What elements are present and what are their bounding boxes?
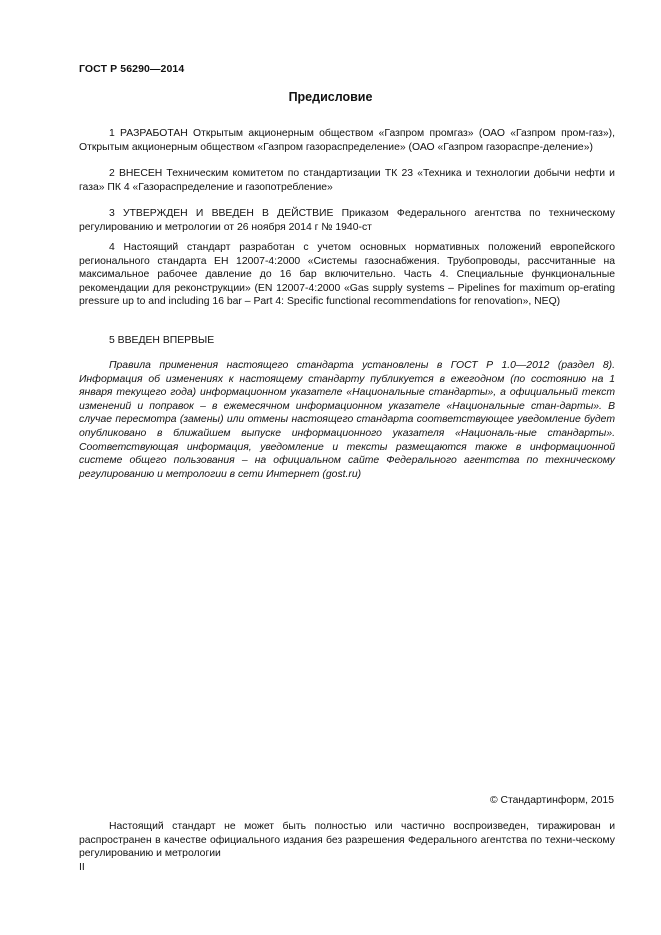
foreword-paragraph-developed: 1 РАЗРАБОТАН Открытым акционерным обществом «Газпром промгаз» (ОАО «Газпром пром-газ»), Открытым акционерным обществом «Газпром газораспределение» (ОАО «Газпром газораспре-деление») <box>79 128 615 153</box>
foreword-paragraph-introduced: 5 ВВЕДЕН ВПЕРВЫЕ <box>109 335 215 346</box>
page-number: II <box>79 862 85 873</box>
reproduction-notice: Настоящий стандарт не может быть полностью или частично воспроизведен, тиражирован и распространен в качестве официального издания без разрешения Федерального агентства по техни-ческому регулированию и метрологии <box>79 821 615 860</box>
foreword-paragraph-approved: 3 УТВЕРЖДЕН И ВВЕДЕН В ДЕЙСТВИЕ Приказом Федерального агентства по техническому регулированию и метрологии от 26 ноября 2014 г № 1940-ст <box>79 208 615 233</box>
foreword-paragraph-submitted: 2 ВНЕСЕН Техническим комитетом по стандартизации ТК 23 «Техника и технологии добычи нефти и газа» ПК 4 «Газораспределение и газопотребление» <box>79 168 615 193</box>
foreword-paragraph-basis: 4 Настоящий стандарт разработан с учетом основных нормативных положений европейского регионального стандарта ЕН 12007-4:2000 «Системы газоснабжения. Трубопроводы, рассчитанные на максимальное рабочее давление до 16 бар включительно. Часть 4. Специальные функциональные рекомендации для реконструкции» (EN 12007-4:2000 «Gas supply systems – Pipelines for maximum op-erating pressure up to and including 16 bar – Part 4: Specific functional recommendations for renovation», NEQ) <box>79 242 615 308</box>
foreword-title: Предисловие <box>288 90 373 104</box>
copyright-notice: © Стандартинформ, 2015 <box>489 795 614 806</box>
rules-note: Правила применения настоящего стандарта установлены в ГОСТ Р 1.0—2012 (раздел 8). Информация об изменениях к настоящему стандарту публикуется в ежегодном (по состоянию на 1 января текущего года) информационном указателе «Национальные стандарты», а официальный текст изменений и поправок – в ежемесячном информационном указателе «Национальные стан-дарты». В случае пересмотра (замены) или отмены настоящего стандарта соответствующее уведомление будет опубликовано в ближайшем выпуске информационного указателя «Националь-ные стандарты». Соответствующая информация, уведомление и тексты размещаются также в информационной системе общего пользования – на официальном сайте Федерального агентства по техническому регулированию и метрологии в сети Интернет (gost.ru) <box>79 360 615 480</box>
document-code: ГОСТ Р 56290—2014 <box>79 63 185 75</box>
